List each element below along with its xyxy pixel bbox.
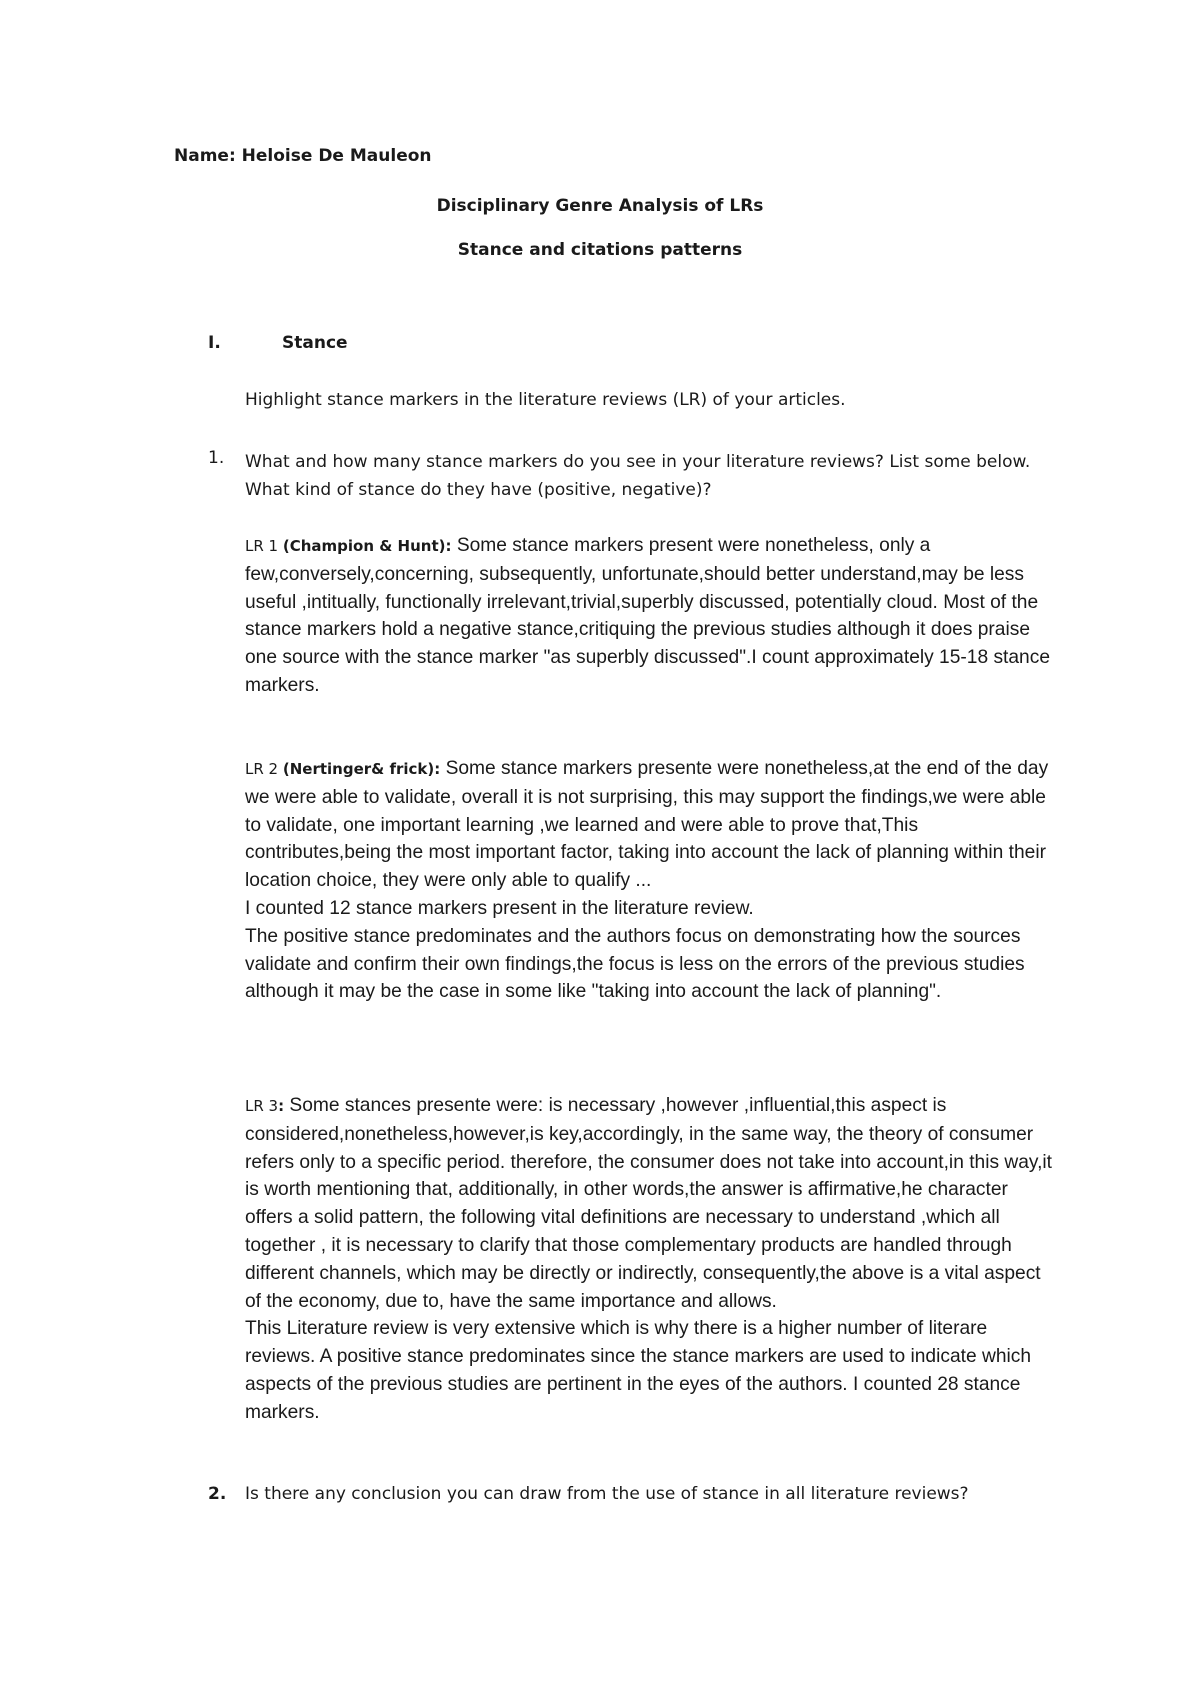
lr1-label-authors: (Champion & Hunt): [282,537,452,555]
lr1-text: Some stance markers present were nonetheless, only a few,conversely,concerning, subsequently, unfortunate,should better understand,may be less useful ,intitually, functionally irrelevant,trivial,superbly discussed, potentially cloud. Most of the stance markers hold a negative stance,critiquing the previous studies although it does praise one source with the stance marker "as superbly discussed".I count approximately 15-18 stance markers. [245,535,1050,696]
lr3-summary: This Literature review is very extensive which is why there is a higher number of literare reviews. A positive stance predominates since the stance markers are used to indicate which aspects of the previous studies are pertinent in the eyes of the authors. I counted 28 stance markers. [245,1318,1032,1423]
lr3-paragraph [245,1092,1053,1315]
lr3-answer [245,1092,1053,1427]
lr1-answer [245,532,1053,700]
lr2-label: LR 2 [245,760,283,778]
section-number: I. [208,333,221,353]
lr2-answer [245,755,1053,1006]
lr2-label-authors: (Nertinger& frick): [282,760,441,778]
intro-instruction: Highlight stance markers in the literature reviews (LR) of your articles. [245,390,846,410]
lr2-text: Some stance markers presente were nonetheless,at the end of the day we were able to validate, overall it is not surprising, this may support the findings,we were able to validate, one important learning ,we learned and were able to prove that,This contributes,being the most important factor, taking into account the lack of planning within their location choice, they were only able to qualify ... [245,758,1049,892]
question-1-number: 1. [208,448,225,468]
lr2-summary: The positive stance predominates and the authors focus on demonstrating how the sources validate and confirm their own findings,the focus is less on the errors of the previous studies although it may be the case in some like "taking into account the lack of planning". [245,925,1025,1003]
section-title: Stance [282,333,348,353]
question-2-text: Is there any conclusion you can draw from the use of stance in all literature reviews? [245,1484,969,1504]
lr2-paragraph [245,755,1053,895]
student-name-text: Name: Heloise De Mauleon [174,146,432,166]
question-1-text: What and how many stance markers do you see in your literature reviews? List some below. What kind of stance do they have (positive, negative)? [245,452,1031,500]
document-title: Disciplinary Genre Analysis of LRs [436,196,764,216]
lr3-label-colon: : [278,1097,285,1115]
lr3-text: Some stances presente were: is necessary ,however ,influential,this aspect is considered,nonetheless,however,is key,accordingly, in the same way, the theory of consumer refers only to a specific period. therefore, the consumer does not take into account,in this way,it is worth mentioning that, additionally, in other words,the answer is affirmative,he character offers a solid pattern, the following vital definitions are necessary to understand ,which all together , it is necessary to clarify that those complementary products are handled through different channels, which may be directly or indirectly, consequently,the above is a vital aspect of the economy, due to, have the same importance and allows. [245,1095,1053,1312]
question-2-number: 2. [208,1484,227,1504]
lr3-label: LR 3 [245,1097,279,1115]
lr1-label: LR 1 [245,537,283,555]
student-name [174,146,432,166]
lr2-count: I counted 12 stance markers present in the literature review. [245,897,754,919]
document-subtitle: Stance and citations patterns [457,240,743,260]
lr1-paragraph [245,532,1053,700]
